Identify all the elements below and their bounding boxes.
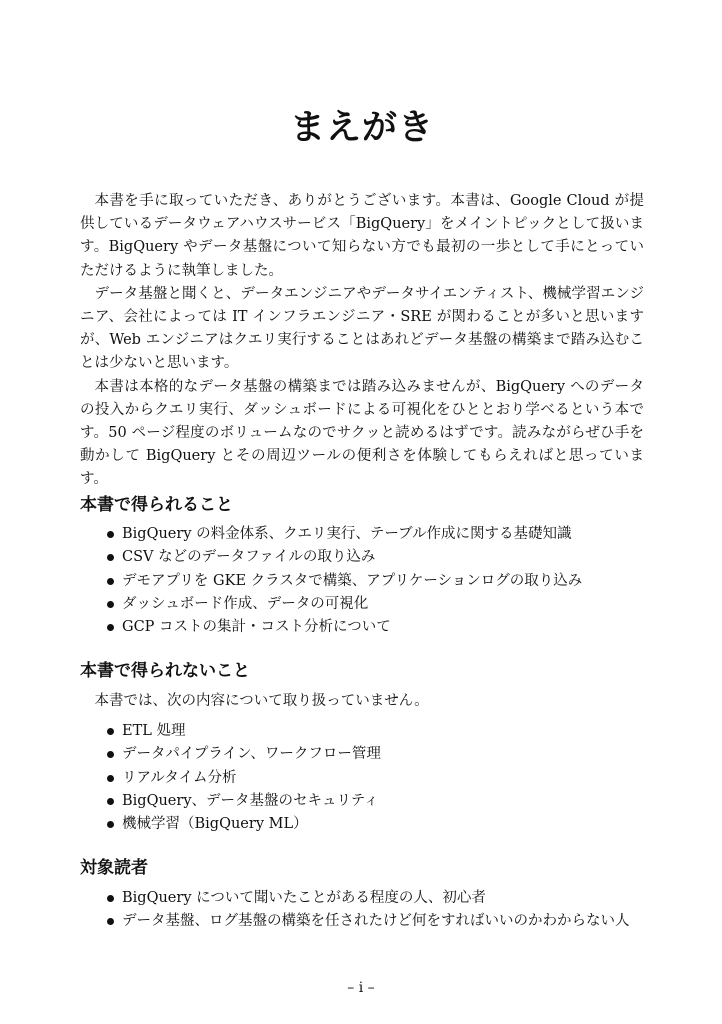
list-item-text: BigQuery の料金体系、クエリ実行、テーブル作成に関する基礎知識: [122, 526, 572, 542]
intro-paragraph: データ基盤と聞くと、データエンジニアやデータサイエンティスト、機械学習エンジニア、会社によっては IT インフラエンジニア・SRE が関わることが多いと思いますが、Web エンジニアはクエリ実行することはあれどデータ基盤の構築まで踏み込むことは少ないと思います。: [80, 285, 644, 372]
page-number: – i –: [347, 980, 375, 996]
list-item-text: ダッシュボード作成、データの可視化: [122, 595, 369, 612]
bullet-icon: [107, 918, 114, 925]
list-item: [80, 546, 644, 569]
list-item: [80, 767, 644, 790]
section-note: 本書では、次の内容について取り扱っていません。: [94, 693, 429, 709]
section-heading-audience: 対象読者: [80, 858, 148, 878]
list-item-text: BigQuery について聞いたことがある程度の人、初心者: [122, 890, 486, 906]
list-item: [80, 790, 644, 813]
intro-paragraph: 本書を手に取っていただき、ありがとうございます。本書は、Google Cloud が提供しているデータウェアハウスサービス「BigQuery」をメイントピックとして扱います。BigQuery やデータ基盤について知らない方でも最初の一歩として手にとっていただけるように執筆しました。: [80, 193, 644, 279]
bullet-icon: [107, 601, 114, 608]
bullet-icon: [107, 895, 114, 902]
list-item: [80, 743, 644, 766]
list-item-text: デモアプリを GKE クラスタで構築、アプリケーションログの取り込み: [122, 572, 583, 589]
list-item-text: 機械学習（BigQuery ML）: [122, 816, 308, 833]
bullet-icon: [107, 624, 114, 631]
list-item: [80, 523, 644, 546]
list-item-text: データ基盤、ログ基盤の構築を任されたけど何をすればいいのかわからない人: [122, 913, 630, 930]
bullet-icon: [107, 578, 114, 585]
intro: [80, 190, 644, 492]
list-item: [80, 616, 644, 639]
audience-list: [80, 887, 644, 934]
section-heading-not-covered: 本書で得られないこと: [80, 661, 250, 681]
list-item: [80, 887, 644, 910]
page-title: まえがき: [289, 108, 434, 148]
bullet-icon: [107, 751, 114, 758]
bullet-icon: [107, 798, 114, 805]
list-item-text: BigQuery、データ基盤のセキュリティ: [122, 792, 379, 809]
section-heading-gains: 本書で得られること: [80, 495, 233, 515]
bullet-icon: [107, 821, 114, 828]
intro-paragraph: 本書は本格的なデータ基盤の構築までは踏み込みませんが、BigQuery へのデータの投入からクエリ実行、ダッシュボードによる可視化をひととおり学べるという本です。50 ページ程度のボリュームなのでサクッと読めるはずです。読みながらぜひ手を動かして BigQuery とその周辺ツールの便利さを体験してもらえればと思っています。: [80, 378, 644, 488]
gains-list: [80, 523, 644, 639]
bullet-icon: [107, 554, 114, 561]
list-item-text: データパイプライン、ワークフロー管理: [122, 746, 381, 763]
list-item-text: CSV などのデータファイルの取り込み: [122, 549, 376, 566]
not-covered-list: [80, 720, 644, 836]
list-item: [80, 570, 644, 593]
bullet-icon: [107, 775, 114, 782]
list-item-text: ETL 処理: [122, 723, 186, 739]
list-item: [80, 720, 644, 743]
bullet-icon: [107, 728, 114, 735]
list-item-text: GCP コストの集計・コスト分析について: [122, 619, 391, 636]
list-item: [80, 910, 644, 933]
list-item: [80, 813, 644, 836]
list-item: [80, 593, 644, 616]
bullet-icon: [107, 531, 114, 538]
list-item-text: リアルタイム分析: [122, 769, 237, 786]
